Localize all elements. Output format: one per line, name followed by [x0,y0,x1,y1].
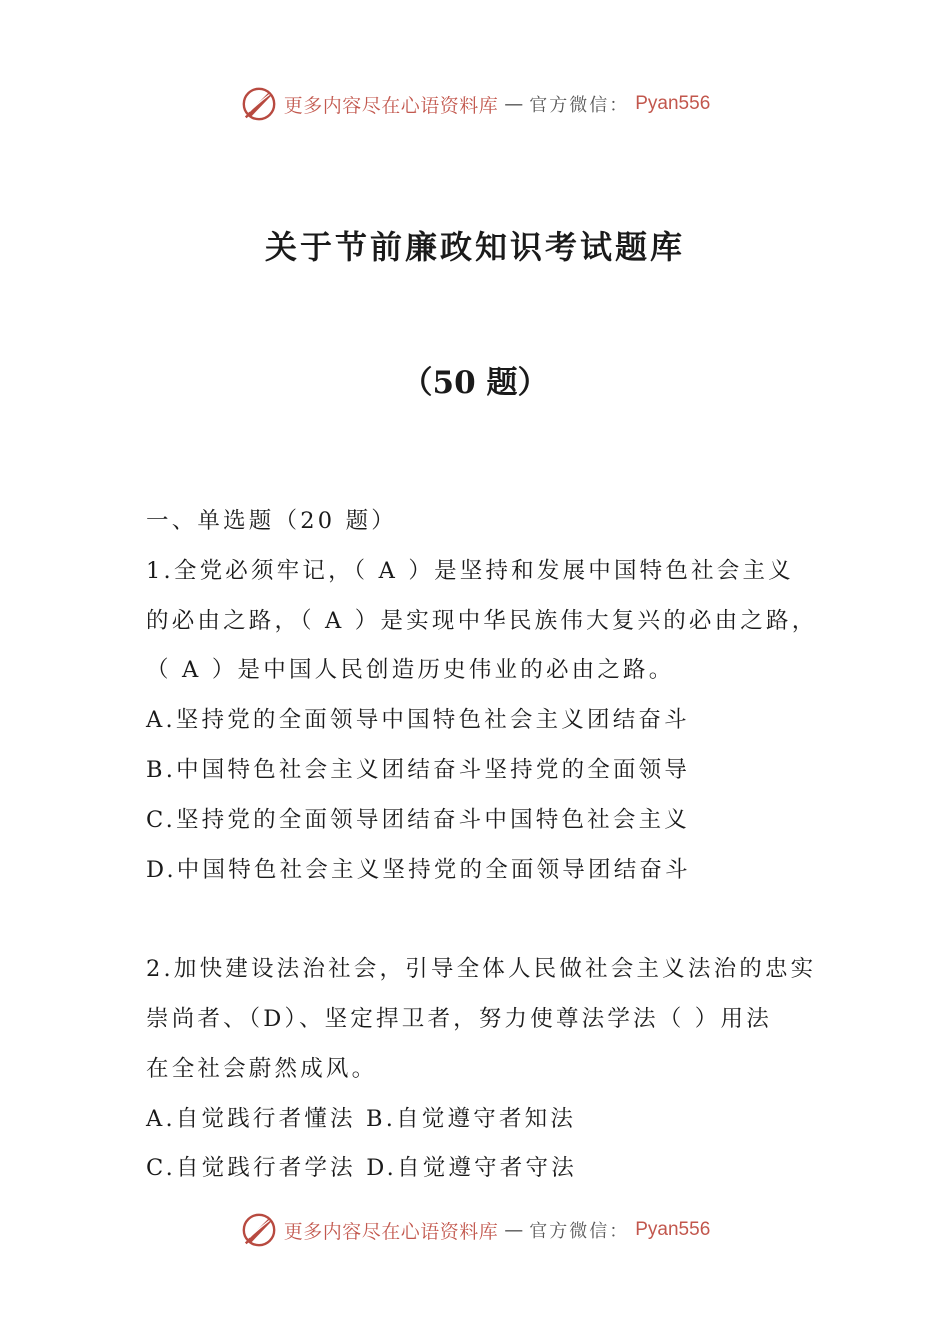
quill-pen-logo-icon [240,85,278,123]
watermark-header [0,82,950,126]
watermark-dash: — [504,1219,524,1241]
section-heading: 一、单选题（20 题） [146,508,397,534]
watermark-dash: — [504,93,524,115]
watermark-id: Pyan556 [635,1219,711,1240]
option-row-ab: A.自觉践行者懂法 B.自觉遵守者知法 [146,1105,577,1132]
option-a: A.坚持党的全面领导中国特色社会主义团结奋斗 [146,707,690,734]
quill-pen-logo-icon [240,1211,278,1249]
document-body [146,497,816,1194]
question-text-line: 2.加快建设法治社会，引导全体人民做社会主义法治的忠实 [146,956,817,983]
blank-spacer [146,895,816,945]
question-text-line: （ A ）是中国人民创造历史伟业的必由之路。 [146,657,675,684]
page-subtitle: （50 题） [401,365,549,401]
watermark-sub: 官方微信： [529,95,630,116]
question-text-line: 崇尚者、（D）、坚定捍卫者，努力使尊法学法（ ）用法 [146,1005,772,1032]
question-text-line: 的必由之路，（ A ）是实现中华民族伟大复兴的必由之路， [146,607,818,634]
watermark-footer [0,1208,950,1252]
watermark-text: 更多内容尽在心语资料库 [283,1220,499,1243]
watermark-id: Pyan556 [635,93,711,114]
question-2 [146,945,816,1194]
question-text-line: 1.全党必须牢记，（ A ）是坚持和发展中国特色社会主义 [146,557,794,584]
question-text-line: 在全社会蔚然成风。 [146,1055,378,1082]
question-1 [146,547,816,896]
option-c: C.坚持党的全面领导团结奋斗中国特色社会主义 [146,806,690,833]
watermark-text: 更多内容尽在心语资料库 [283,94,499,117]
option-b: B.中国特色社会主义团结奋斗坚持党的全面领导 [146,756,691,783]
page-title: 关于节前廉政知识考试题库 [264,228,685,266]
watermark-sub: 官方微信： [529,1221,630,1242]
option-row-cd: C.自觉践行者学法 D.自觉遵守者守法 [146,1155,577,1182]
option-d: D.中国特色社会主义坚持党的全面领导团结奋斗 [146,856,691,883]
